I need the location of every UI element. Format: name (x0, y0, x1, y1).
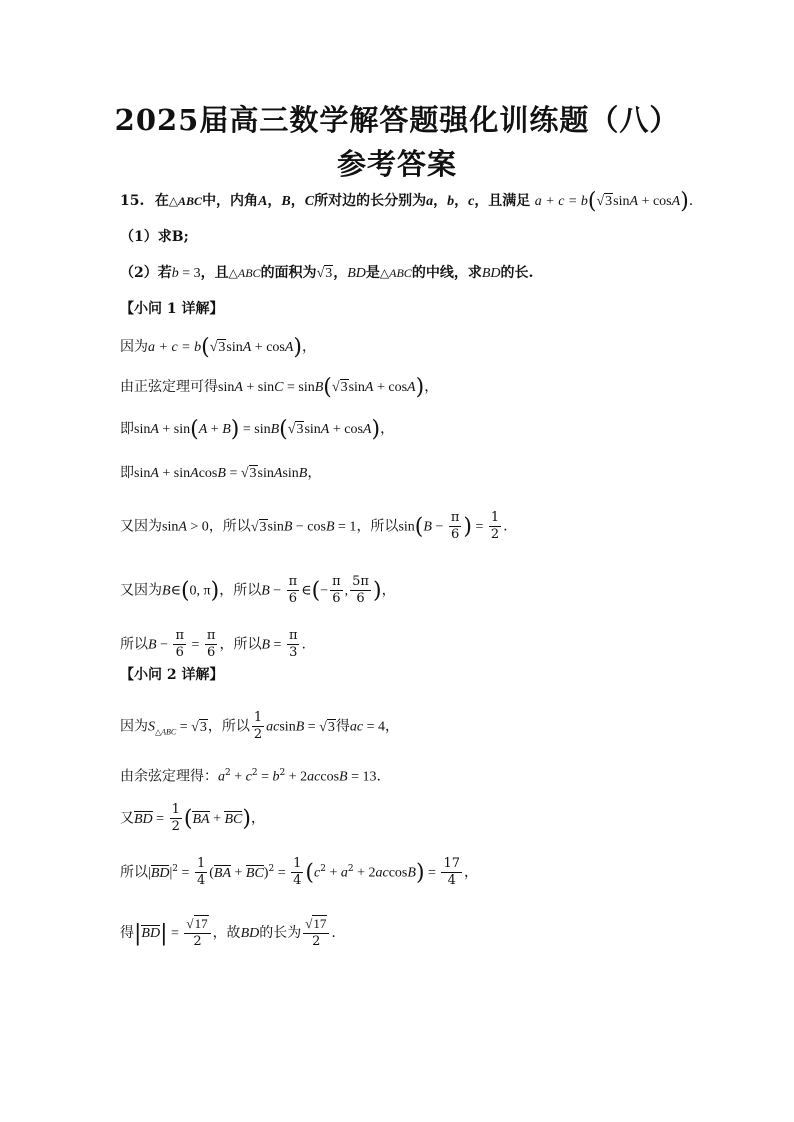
document-title: 2025届高三数学解答题强化训练题（八） (114, 103, 680, 137)
problem-number: 15. (120, 193, 145, 209)
problem-part-1: （1）求B; (120, 229, 189, 245)
step-1-3: 即sinA + sin(A + B) = sinB(√3sinA + cosA)， (120, 417, 395, 442)
step-1-1: 因为a + c = b(√3sinA + cosA)， (120, 335, 317, 360)
step-1-7: 所以B − $\frac{\pi}{6}$ = $\frac{\pi}{6}$ ，所以B = $\frac{\pi}{3}$ . (120, 628, 306, 660)
step-1-6: 又因为B∈(0, π)，所以B − $\frac{\pi}{6}$ ∈(− $\frac{\pi}{6}$ , $\frac{5\pi}{6}$ )， (120, 574, 396, 606)
step-2-1: 因为$S_{\triangle ABC} = √3$，所以 $\frac{1}{2}$ acsinB = √3得ac = 4， (120, 710, 399, 742)
step-1-5: 又因为sinA > 0，所以√3sinB − cosB = 1，所以sin(B − $\frac{\pi}{6}$ ) = $\frac{1}{2}$ . (120, 510, 508, 542)
step-1-2: 由正弦定理可得sinA + sinC = sinB(√3sinA + cosA)， (120, 375, 439, 400)
step-1-4: 即sinA + sinAcosB = √3sinAsinB， (120, 465, 322, 481)
document-subtitle: 参考答案 (336, 147, 457, 181)
problem-part-2: （2）若b = 3，且△ABC的面积为√3，BD是△ABC的中线，求BD的长. (120, 265, 534, 281)
step-2-4: 所以$|BD|^2$ = $\frac{1}{4}$ (BA + BC)$^2$ = $\frac{1}{4}$ $(c^2 + a^2 + 2accosB)$ = $\frac{17}{4}$ ， (120, 856, 478, 888)
section-2-heading: 【小问 2 详解】 (120, 667, 224, 683)
problem-stem: 15. 在△ABC中，内角A，B，C所对边的长分别为a，b，c，且满足 a + c = b(√3sinA + cosA). (120, 189, 694, 214)
step-2-5: 得|BD| = $\frac{√17}{2}$ ，故BD的长为 $\frac{√17}{2}$ . (120, 916, 336, 949)
section-1-heading: 【小问 1 详解】 (120, 301, 224, 317)
step-2-2: 由余弦定理得：$a^2 + c^2 = b^2 + 2accosB = 13$. (120, 768, 381, 785)
step-2-3: 又BD = $\frac{1}{2}$ (BA + BC)， (120, 802, 265, 834)
